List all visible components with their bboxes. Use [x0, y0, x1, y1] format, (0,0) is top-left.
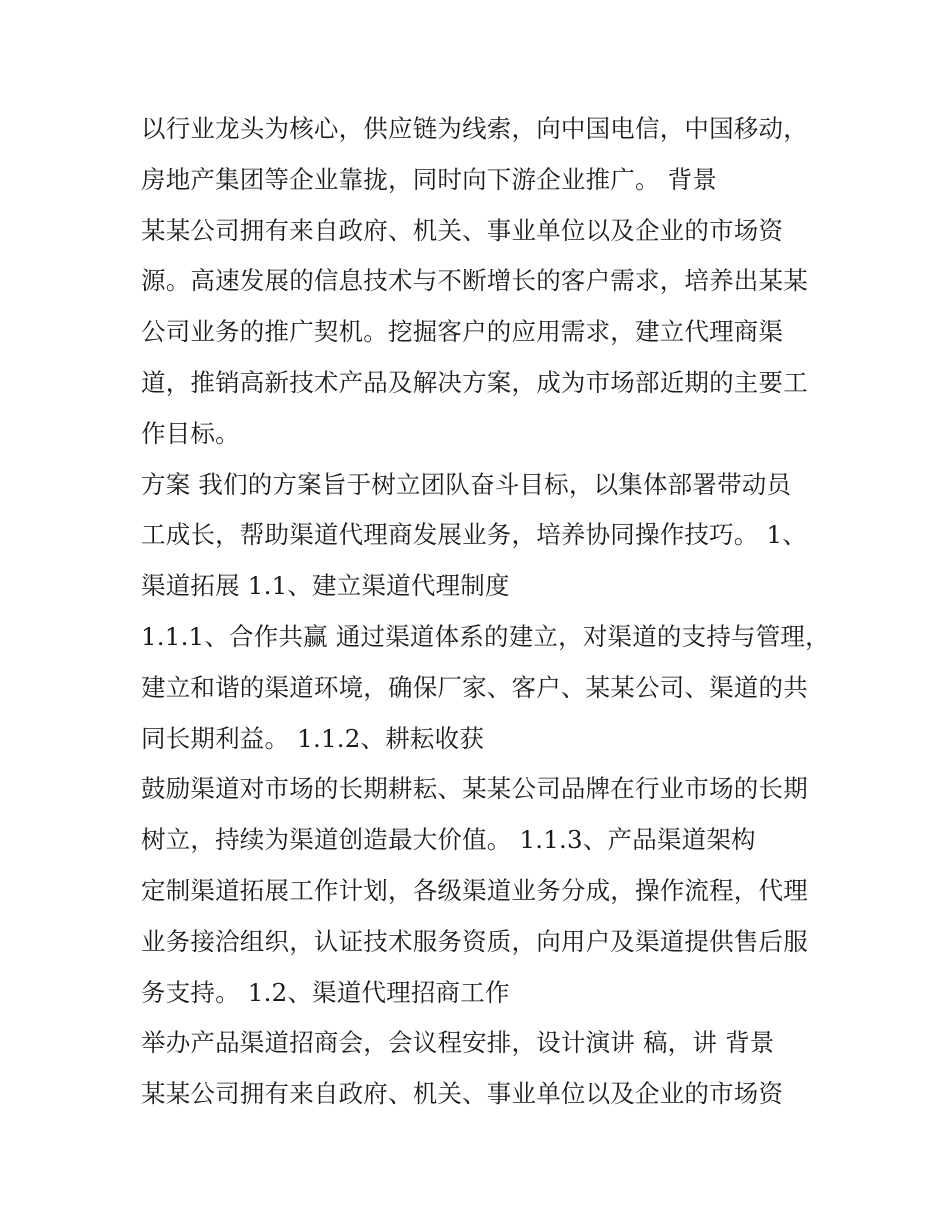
text-line: 某某公司拥有来自政府、机关、事业单位以及企业的市场资: [141, 1079, 784, 1109]
text-line: 某某公司拥有来自政府、机关、事业单位以及企业的市场资: [141, 215, 784, 245]
text-line: 务支持。 1.2、渠道代理招商工作: [141, 977, 510, 1007]
text-line: 道，推销高新技术产品及解决方案，成为市场部近期的主要工: [141, 367, 808, 397]
text-line: 定制渠道拓展工作计划，各级渠道业务分成，操作流程，代理: [141, 875, 808, 905]
text-line: 同长期利益。 1.1.2、耕耘收获: [141, 723, 485, 753]
text-line: 1.1.1、合作共赢 通过渠道体系的建立，对渠道的支持与管理，: [141, 621, 830, 651]
text-line: 渠道拓展 1.1、建立渠道代理制度: [141, 571, 510, 601]
text-line: 鼓励渠道对市场的长期耕耘、某某公司品牌在行业市场的长期: [141, 774, 808, 804]
text-line: 作目标。: [141, 418, 240, 448]
text-line: 房地产集团等企业靠拢，同时向下游企业推广。 背景: [141, 164, 718, 194]
text-line: 建立和谐的渠道环境，确保厂家、客户、某某公司、渠道的共: [141, 672, 808, 702]
text-line: 源。高速发展的信息技术与不断增长的客户需求，培养出某某: [141, 266, 808, 296]
text-line: 工成长，帮助渠道代理商发展业务，培养协同操作技巧。 1、: [141, 520, 807, 550]
text-line: 以行业龙头为核心，供应链为线索，向中国电信，中国移动，: [141, 114, 808, 143]
text-line: 举办产品渠道招商会，会议程安排，设计演讲 稿，讲 背景: [141, 1028, 775, 1058]
text-line: 公司业务的推广契机。挖掘客户的应用需求，建立代理商渠: [141, 317, 784, 347]
text-line: 方案 我们的方案旨于树立团队奋斗目标，以集体部署带动员: [141, 469, 792, 499]
text-line: 树立，持续为渠道创造最大价值。 1.1.3、产品渠道架构: [141, 825, 756, 855]
text-line: 业务接洽组织，认证技术服务资质，向用户及渠道提供售后服: [141, 926, 808, 956]
document-body: [141, 104, 830, 1120]
